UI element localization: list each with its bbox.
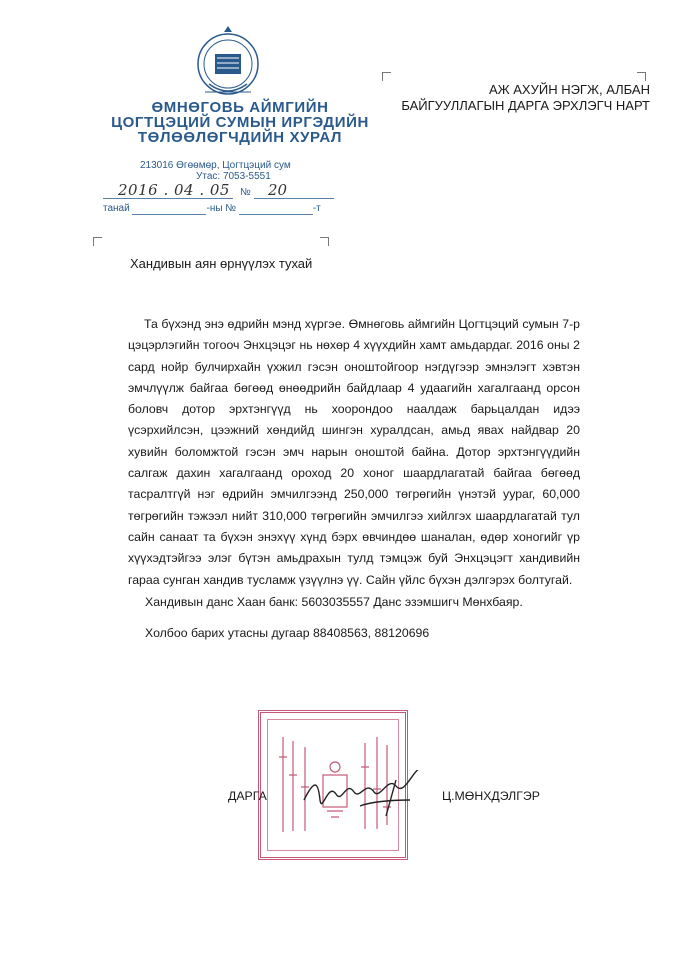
reference-row (103, 203, 321, 215)
ref-label-2: -ны № (206, 203, 237, 214)
corner-mark (320, 237, 329, 246)
corner-mark (93, 237, 102, 246)
recipient-block (401, 82, 650, 114)
org-phone: Утас: 7053-5551 (196, 171, 271, 182)
donation-account: Хандивын данс Хаан банк: 5603035557 Данс эзэмшигч Мөнхбаяр. (145, 595, 523, 609)
organization-name (110, 100, 370, 145)
letter-number: 20 (268, 181, 288, 199)
org-name-line-2: ЦОГТЦЭЦИЙ СУМЫН ИРГЭДИЙН (111, 114, 369, 131)
ref-blank-2 (239, 203, 313, 215)
recipient-line-2: БАЙГУУЛЛАГЫН ДАРГА ЭРХЛЭГЧ НАРТ (401, 98, 650, 113)
corner-mark (637, 72, 646, 81)
letter-date: 2016 . 04 . 05 (118, 181, 230, 199)
letter-body (128, 314, 580, 591)
signer-name: Ц.МӨНХДЭЛГЭР (442, 789, 540, 803)
org-name-line-3: ТӨЛӨӨЛӨГЧДИЙН ХУРАЛ (137, 129, 343, 146)
signature-icon (300, 770, 430, 820)
body-paragraph: Та бүхэнд энэ өдрийн мэнд хүргэе. Өмнөговь аймгийн Цогтцэций сумын 7-р цэцэрлэгийн тогооч Энхцэцэг нь нөхөр 4 хүүхдийн хамт амьдардаг. 2016 оны 2 сард нойр булчирхайн үхжил гэсэн оноштойгоор нэгдүгээр эмнэлэгт хэвтэн эмчлүүлж байгаа бөгөөд өнөөдрийн байдлаар 4 удаагийн хагалгаанд орсон боловч дотор эрхтэнгүүд нь хоорондоо наалдаж барьцалдан идээ үсэрхийлсэн, цээжний хөндийд шингэн хуралдсан, амьд явах найдвар 20 хувийн боломжтой гэсэн эмч нарын оноштой байна. Дотор эрхтэнгүүдийн салгаж дахин хагалгаанд ороход 20 хоног шаардлагатай байгаа бөгөөд тасралтгүй нэг өдрийн эмчилгээнд 250,000 төгрөгийн үнэтэй уураг, 60,000 төгрөгийн тэжээл нийт 310,000 төгрөгийн эмчилгээ хийлгэх шаардлагатай тул сайн санаат та бүхэн энэхүү хүнд бэрх өвчиндөө шаналан, өдөр хоногийг үр хүүхэдтэйгээ элэг бүтэн амьдрахын тулд тэмцэж буй Энхцэцэгт хандивийн гараа сунган хандив тусламж үзүүлнэ үү. Сайн үйлс бүхэн дэлгэрэх болтугай. (128, 317, 580, 587)
signer-title: ДАРГА (228, 789, 267, 803)
ref-label-3: -т (312, 203, 321, 214)
letter-number-label: № (240, 187, 251, 198)
recipient-line-1: АЖ АХУЙН НЭГЖ, АЛБАН (488, 82, 650, 97)
ref-blank-1 (132, 203, 206, 215)
contact-phone: Холбоо барих утасны дугаар 88408563, 88120696 (145, 626, 430, 640)
org-name-line-1: ӨМНӨГОВЬ АЙМГИЙН (151, 99, 329, 116)
corner-mark (382, 72, 391, 81)
ref-label-1: танай (103, 203, 130, 214)
date-underline (103, 198, 233, 199)
letter-subject: Хандивын аян өрнүүлэх тухай (130, 256, 313, 271)
number-underline (254, 198, 334, 199)
org-address: 213016 Өгөөмөр, Цогтцэций сум (140, 160, 291, 171)
organization-contact (140, 160, 291, 182)
